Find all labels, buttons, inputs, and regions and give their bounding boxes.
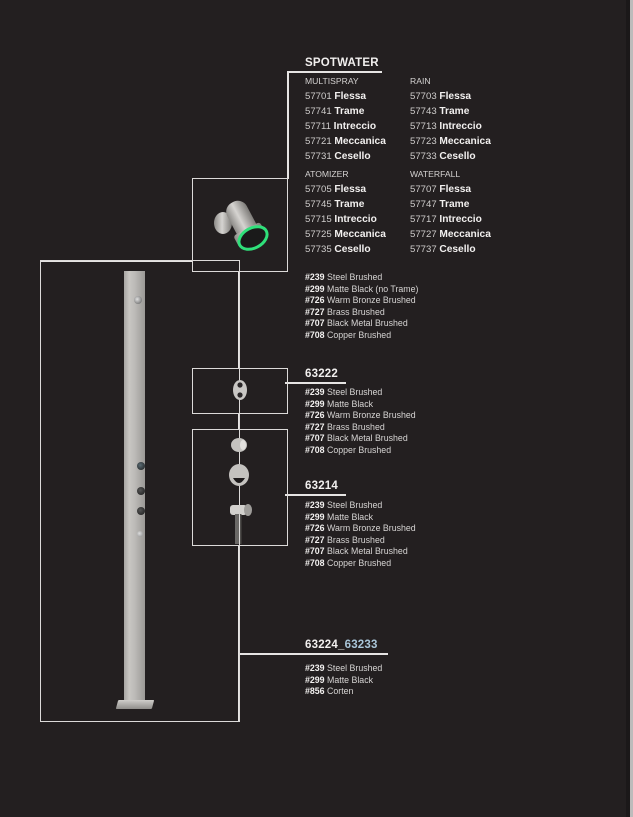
list-item: 57743 Trame: [410, 106, 470, 117]
list-item: 57717 Intreccio: [410, 214, 482, 225]
post-mixer-knob-icon-2: [137, 507, 145, 515]
group-atomizer: [305, 169, 386, 257]
spotwater-head-icon: [193, 179, 286, 270]
p63214-finishes: [305, 500, 416, 570]
finish-item: #708 Copper Brushed: [305, 444, 392, 455]
list-item: 57745 Trame: [305, 199, 365, 210]
column-underline: [238, 653, 388, 655]
list-item: 57731 Cesello: [305, 151, 371, 162]
group-label: WATERFALL: [410, 169, 461, 179]
spotwater-finishes: [305, 272, 418, 342]
spotwater-head-box: [192, 178, 288, 272]
list-item: 57703 Flessa: [410, 91, 472, 102]
group-label: RAIN: [410, 76, 431, 86]
list-item: 57701 Flessa: [305, 91, 367, 102]
p63222-underline: [285, 382, 346, 384]
list-item: 57727 Meccanica: [410, 229, 491, 240]
finish-item: #239 Steel Brushed: [305, 500, 383, 510]
list-item: 57725 Meccanica: [305, 229, 386, 240]
finish-item: #726 Warm Bronze Brushed: [305, 295, 416, 306]
column-code-a: 63224: [305, 639, 338, 651]
list-item: 57715 Intreccio: [305, 214, 377, 225]
group-waterfall: [410, 169, 491, 257]
finish-item: #299 Matte Black: [305, 398, 373, 409]
p63222-title: 63222: [305, 368, 338, 380]
group-label: MULTISPRAY: [305, 76, 359, 86]
finish-item: #239 Steel Brushed: [305, 387, 383, 397]
p63222-finishes: [305, 387, 416, 457]
finish-item: #727 Brass Brushed: [305, 534, 385, 545]
list-item: 57707 Flessa: [410, 184, 472, 195]
p63214-underline: [285, 494, 346, 496]
finish-item: #708 Copper Brushed: [305, 557, 392, 568]
shower-column-base: [116, 700, 154, 709]
finish-item: #726 Warm Bronze Brushed: [305, 523, 416, 534]
column-finishes: [305, 663, 382, 698]
list-item: 57741 Trame: [305, 106, 365, 117]
spotwater-connector-vertical: [287, 71, 289, 179]
double-outlet-icon: [193, 369, 286, 412]
list-item: 57733 Cesello: [410, 151, 476, 162]
finish-item: #708 Copper Brushed: [305, 329, 392, 340]
finish-item: #299 Matte Black: [305, 674, 373, 685]
column-title: [305, 639, 378, 651]
finish-item: #727 Brass Brushed: [305, 421, 385, 432]
group-label: ATOMIZER: [305, 169, 349, 179]
post-hand-shower-outlet-icon: [137, 531, 143, 537]
finish-item: #239 Steel Brushed: [305, 663, 383, 673]
group-rain: [410, 76, 491, 164]
column-code-b: 63233: [344, 639, 378, 651]
post-diverter-icon: [137, 462, 145, 470]
list-item: 57705 Flessa: [305, 184, 367, 195]
p63214-box: [192, 429, 288, 546]
list-item: 57747 Trame: [410, 199, 470, 210]
finish-item: #707 Black Metal Brushed: [305, 318, 408, 329]
list-item: 57737 Cesello: [410, 244, 476, 255]
list-item: 57721 Meccanica: [305, 136, 386, 147]
list-item: 57723 Meccanica: [410, 136, 491, 147]
list-item: 57713 Intreccio: [410, 121, 482, 132]
spotwater-title: SPOTWATER: [305, 57, 379, 69]
spotwater-underline: [287, 71, 382, 73]
list-item: 57711 Intreccio: [305, 121, 377, 132]
list-item: 57735 Cesello: [305, 244, 371, 255]
post-spotwater-outlet-icon: [134, 296, 142, 304]
finish-item: #299 Matte Black (no Trame): [305, 283, 419, 294]
p63222-box: [192, 368, 288, 414]
finish-item: #707 Black Metal Brushed: [305, 433, 408, 444]
finish-item: #726 Warm Bronze Brushed: [305, 410, 416, 421]
finish-item: #727 Brass Brushed: [305, 306, 385, 317]
group-multispray: [305, 76, 386, 164]
mixer-set-icon: [193, 430, 286, 544]
column-code-separator: _: [337, 639, 345, 651]
finish-item: #239 Steel Brushed: [305, 272, 383, 282]
finish-item: #299 Matte Black: [305, 511, 373, 522]
post-mixer-knob-icon: [137, 487, 145, 495]
p63214-title: 63214: [305, 480, 338, 492]
finish-item: #856 Corten: [305, 686, 354, 697]
finish-item: #707 Black Metal Brushed: [305, 546, 408, 557]
